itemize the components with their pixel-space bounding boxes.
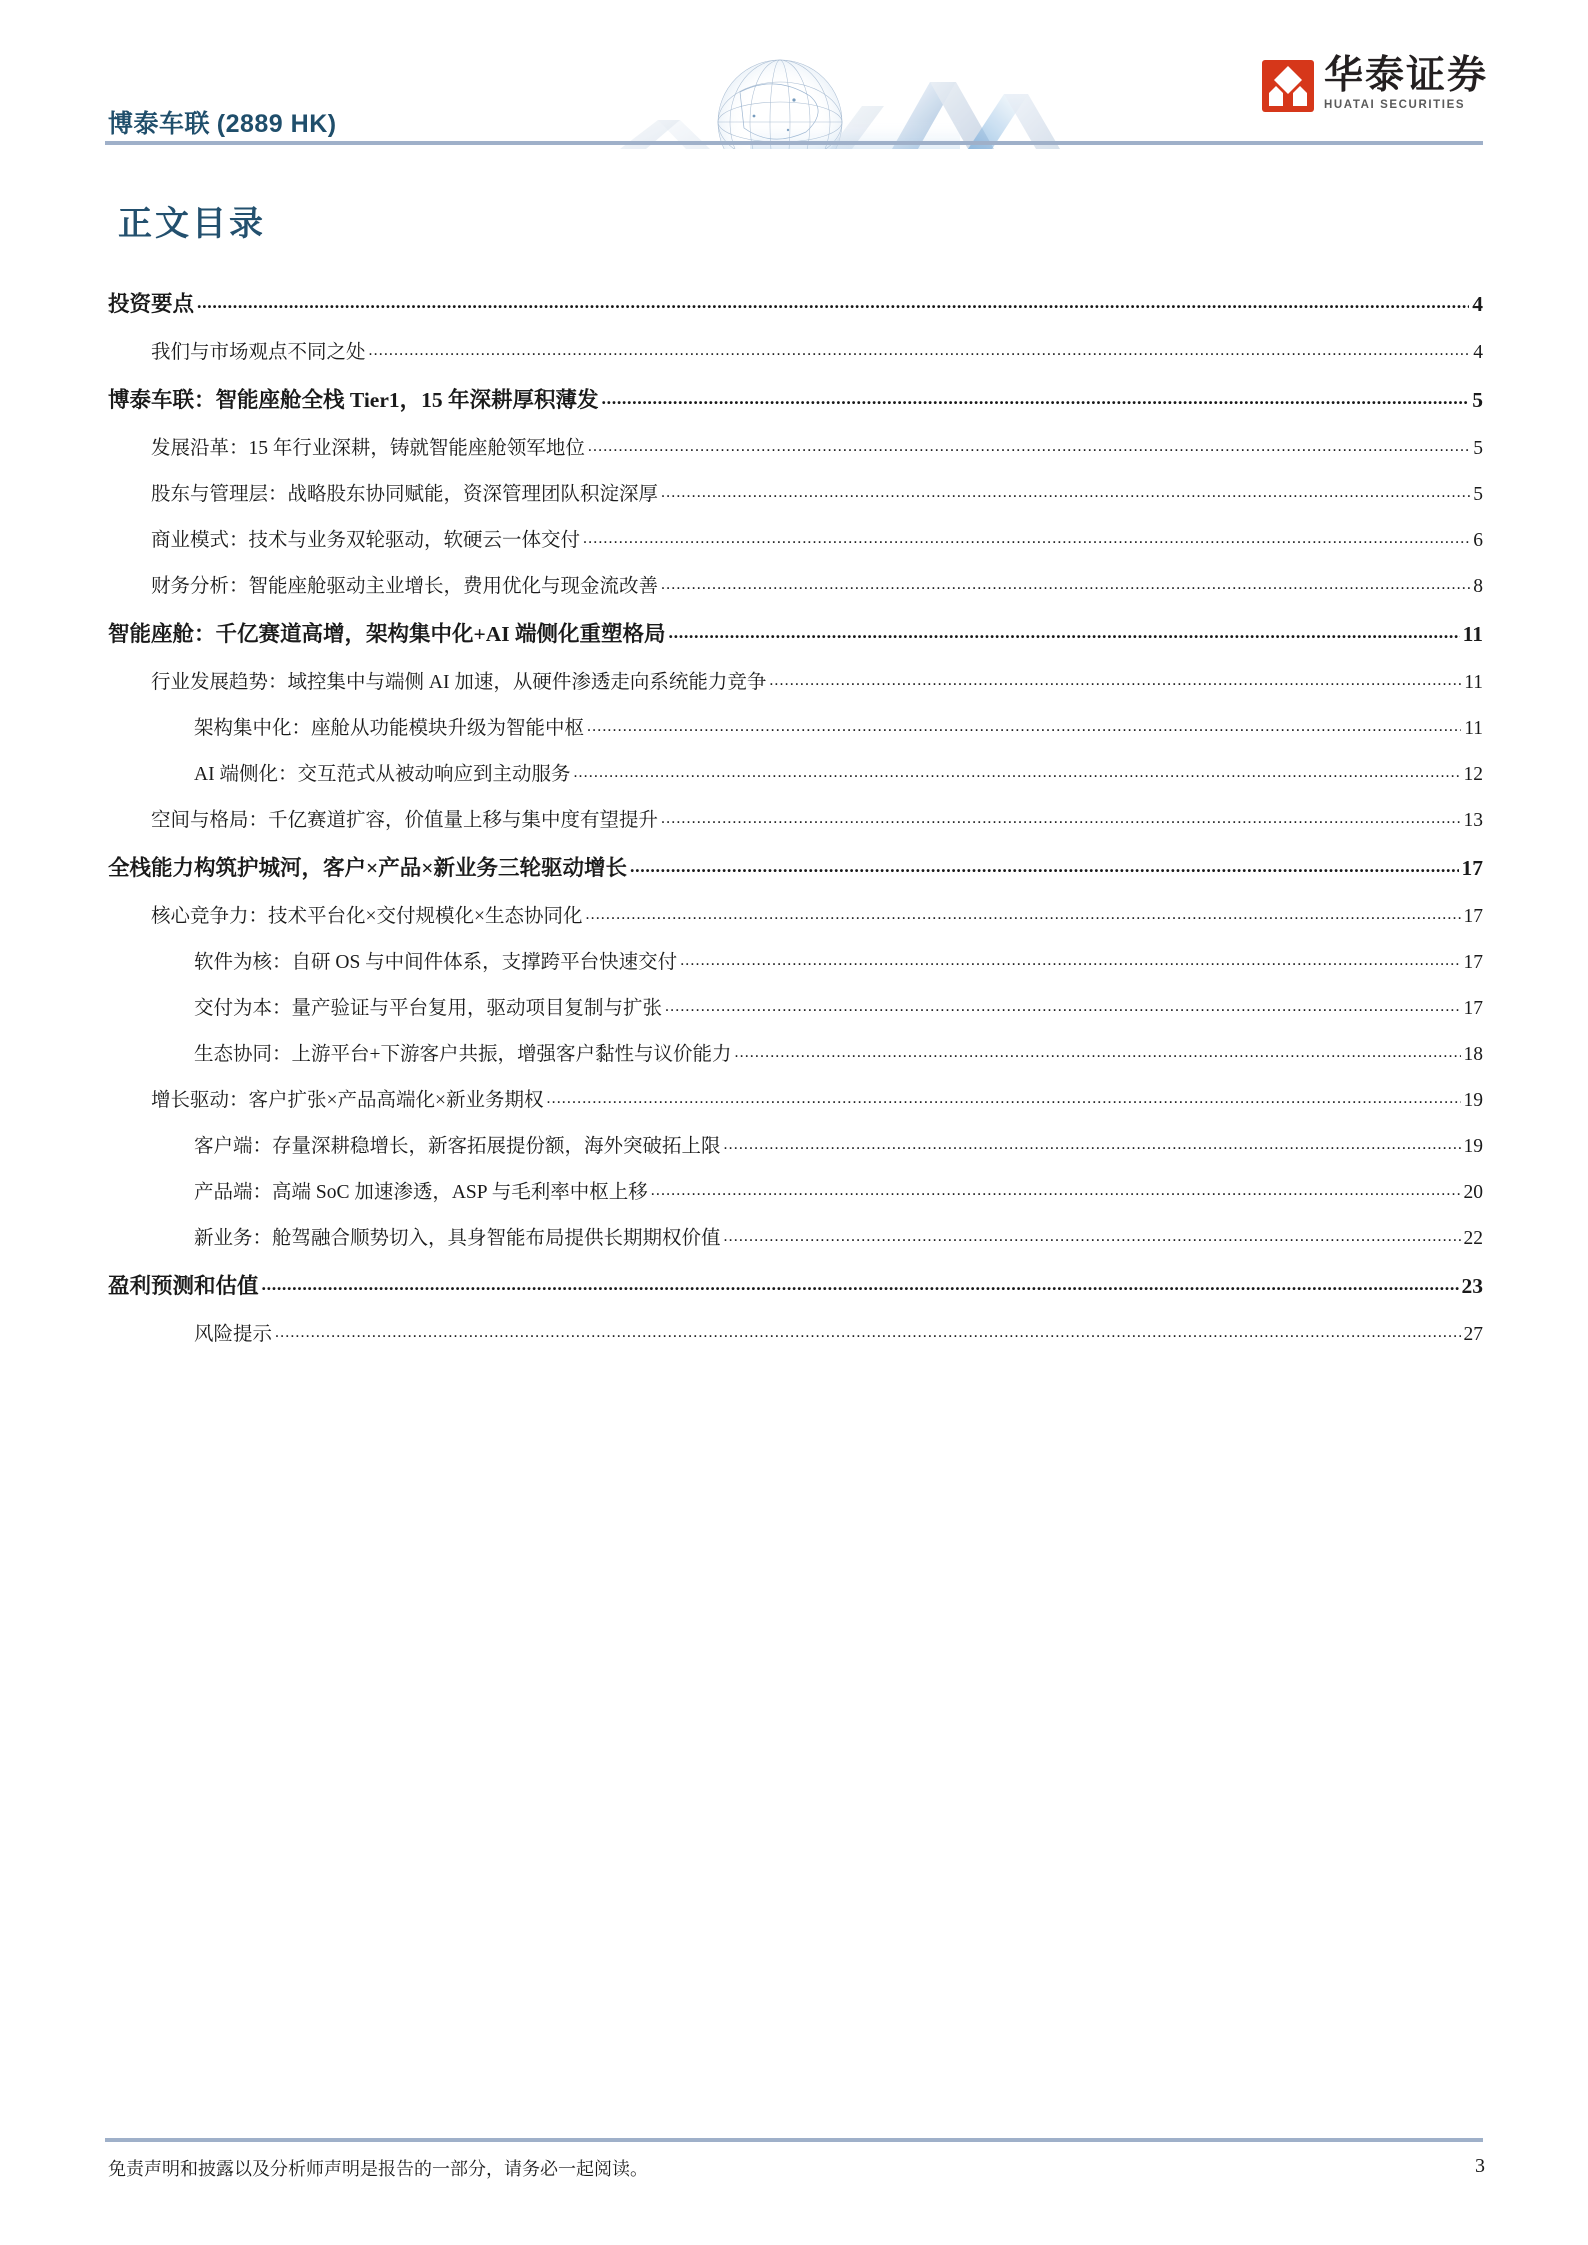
toc-leader-dots <box>661 807 1460 829</box>
toc-entry[interactable] <box>108 712 1483 740</box>
toc-leader-dots <box>197 289 1469 314</box>
page-header <box>0 0 1588 152</box>
toc-entry[interactable] <box>108 1130 1483 1158</box>
toc-entry-label: 架构集中化：座舱从功能模块升级为智能中枢 <box>194 718 585 739</box>
toc-entry[interactable] <box>108 1318 1483 1346</box>
toc-entry-page: 5 <box>1472 388 1483 412</box>
huatai-logo-chinese: 华泰证券 <box>1323 54 1488 97</box>
toc-entry-page: 8 <box>1473 576 1483 597</box>
huatai-logo-mark-icon <box>1262 60 1314 112</box>
toc-entry-page: 17 <box>1463 906 1483 927</box>
toc-leader-dots <box>602 385 1470 410</box>
toc-entry-page: 11 <box>1464 718 1483 739</box>
toc-entry-label: 客户端：存量深耕稳增长，新客拓展提份额，海外突破拓上限 <box>194 1136 721 1157</box>
toc-entry-page: 13 <box>1463 810 1483 831</box>
toc-entry-label: 博泰车联：智能座舱全栈 Tier1，15 年深耕厚积薄发 <box>108 388 599 412</box>
toc-entry-label: 股东与管理层：战略股东协同赋能，资深管理团队积淀深厚 <box>151 484 659 505</box>
toc-leader-dots <box>665 995 1460 1017</box>
toc-leader-dots <box>630 853 1458 878</box>
toc-leader-dots <box>680 949 1460 971</box>
toc-entry-label: 空间与格局：千亿赛道扩容，价值量上移与集中度有望提升 <box>151 810 659 831</box>
toc-entry-page: 17 <box>1463 952 1483 973</box>
toc-entry-label: 新业务：舱驾融合顺势切入，具身智能布局提供长期期权价值 <box>194 1228 721 1249</box>
toc-entry-page: 19 <box>1463 1090 1483 1111</box>
toc-entry-label: 增长驱动：客户扩张×产品高端化×新业务期权 <box>151 1090 544 1111</box>
huatai-logo-english: HUATAI SECURITIES <box>1323 99 1466 111</box>
toc-entry-label: 软件为核：自研 OS 与中间件体系，支撑跨平台快速交付 <box>194 952 678 973</box>
toc-entry[interactable] <box>108 1084 1483 1112</box>
toc-entry-label: 财务分析：智能座舱驱动主业增长，费用优化与现金流改善 <box>151 576 659 597</box>
toc-entry[interactable] <box>108 900 1483 928</box>
toc-entry-label: 交付为本：量产验证与平台复用，驱动项目复制与扩张 <box>194 998 663 1019</box>
toc-entry-label: 投资要点 <box>108 292 195 316</box>
toc-entry[interactable] <box>108 1176 1483 1204</box>
toc-entry[interactable] <box>108 1222 1483 1250</box>
toc-leader-dots <box>587 715 1461 737</box>
toc-entry[interactable] <box>108 946 1483 974</box>
toc-entry[interactable] <box>108 758 1483 786</box>
ticker-code: (2889 HK) <box>216 110 337 138</box>
toc-entry-page: 4 <box>1473 342 1483 363</box>
toc-leader-dots <box>724 1225 1461 1247</box>
company-name: 博泰车联 <box>108 111 211 138</box>
toc-leader-dots <box>724 1133 1461 1155</box>
toc-entry-page: 20 <box>1463 1182 1483 1203</box>
page-title: 正文目录 <box>118 206 266 243</box>
toc-leader-dots <box>769 669 1461 691</box>
toc-leader-dots <box>262 1271 1459 1296</box>
toc-entry-page: 4 <box>1472 292 1483 316</box>
toc-entry-page: 11 <box>1464 672 1483 693</box>
toc-entry-page: 6 <box>1473 530 1483 551</box>
toc-entry-page: 12 <box>1463 764 1483 785</box>
toc-leader-dots <box>369 339 1471 361</box>
toc-entry[interactable] <box>108 992 1483 1020</box>
toc-entry-label: 核心竞争力：技术平台化×交付规模化×生态协同化 <box>151 906 583 927</box>
toc-entry-label: 产品端：高端 SoC 加速渗透，ASP 与毛利率中枢上移 <box>194 1182 648 1203</box>
toc-entry-label: 行业发展趋势：域控集中与端侧 AI 加速，从硬件渗透走向系统能力竞争 <box>151 672 767 693</box>
toc-entry-page: 18 <box>1463 1044 1483 1065</box>
toc-entry-label: 风险提示 <box>194 1324 273 1345</box>
toc-entry[interactable] <box>108 478 1483 506</box>
toc-entry-page: 5 <box>1473 438 1483 459</box>
toc-leader-dots <box>275 1321 1460 1343</box>
header-divider <box>105 141 1483 145</box>
toc-entry-label: 智能座舱：千亿赛道高增，架构集中化+AI 端侧化重塑格局 <box>108 622 666 646</box>
toc-entry[interactable] <box>108 336 1483 364</box>
toc-entry[interactable] <box>108 1269 1483 1300</box>
toc-entry-label: 我们与市场观点不同之处 <box>151 342 366 363</box>
toc-entry-page: 23 <box>1461 1274 1483 1298</box>
toc-leader-dots <box>651 1179 1461 1201</box>
toc-leader-dots <box>669 619 1460 644</box>
toc-entry[interactable] <box>108 524 1483 552</box>
footer-divider <box>105 2138 1483 2142</box>
report-header-title <box>108 104 337 140</box>
toc-entry[interactable] <box>108 804 1483 832</box>
toc-entry[interactable] <box>108 432 1483 460</box>
toc-entry-label: AI 端侧化：交互范式从被动响应到主动服务 <box>194 764 571 785</box>
toc-entry-page: 19 <box>1463 1136 1483 1157</box>
toc-leader-dots <box>588 435 1470 457</box>
header-decorative-graphic <box>600 24 1080 149</box>
toc-entry[interactable] <box>108 666 1483 694</box>
toc-leader-dots <box>547 1087 1461 1109</box>
huatai-logo <box>1262 56 1488 112</box>
toc-entry[interactable] <box>108 287 1483 318</box>
footer-disclaimer: 免责声明和披露以及分析师声明是报告的一部分，请务必一起阅读。 <box>108 2159 648 2179</box>
footer-page-number: 3 <box>1475 2155 1485 2177</box>
toc-leader-dots <box>661 573 1470 595</box>
toc-entry-page: 17 <box>1463 998 1483 1019</box>
table-of-contents <box>108 287 1483 1353</box>
toc-entry-page: 11 <box>1462 622 1483 646</box>
toc-leader-dots <box>586 903 1461 925</box>
toc-entry[interactable] <box>108 383 1483 414</box>
toc-entry-label: 商业模式：技术与业务双轮驱动，软硬云一体交付 <box>151 530 581 551</box>
toc-entry[interactable] <box>108 570 1483 598</box>
toc-entry-label: 生态协同：上游平台+下游客户共振，增强客户黏性与议价能力 <box>194 1044 732 1065</box>
toc-leader-dots <box>583 527 1470 549</box>
toc-entry-page: 5 <box>1473 484 1483 505</box>
toc-leader-dots <box>573 761 1460 783</box>
toc-leader-dots <box>735 1041 1461 1063</box>
toc-entry-label: 发展沿革：15 年行业深耕，铸就智能座舱领军地位 <box>151 438 585 459</box>
toc-entry-page: 27 <box>1463 1324 1483 1345</box>
toc-entry-label: 盈利预测和估值 <box>108 1274 259 1298</box>
toc-entry[interactable] <box>108 1038 1483 1066</box>
toc-leader-dots <box>661 481 1470 503</box>
toc-entry-page: 22 <box>1463 1228 1483 1249</box>
toc-entry[interactable] <box>108 851 1483 882</box>
toc-entry[interactable] <box>108 617 1483 648</box>
toc-entry-label: 全栈能力构筑护城河，客户×产品×新业务三轮驱动增长 <box>108 856 628 880</box>
toc-entry-page: 17 <box>1461 856 1483 880</box>
